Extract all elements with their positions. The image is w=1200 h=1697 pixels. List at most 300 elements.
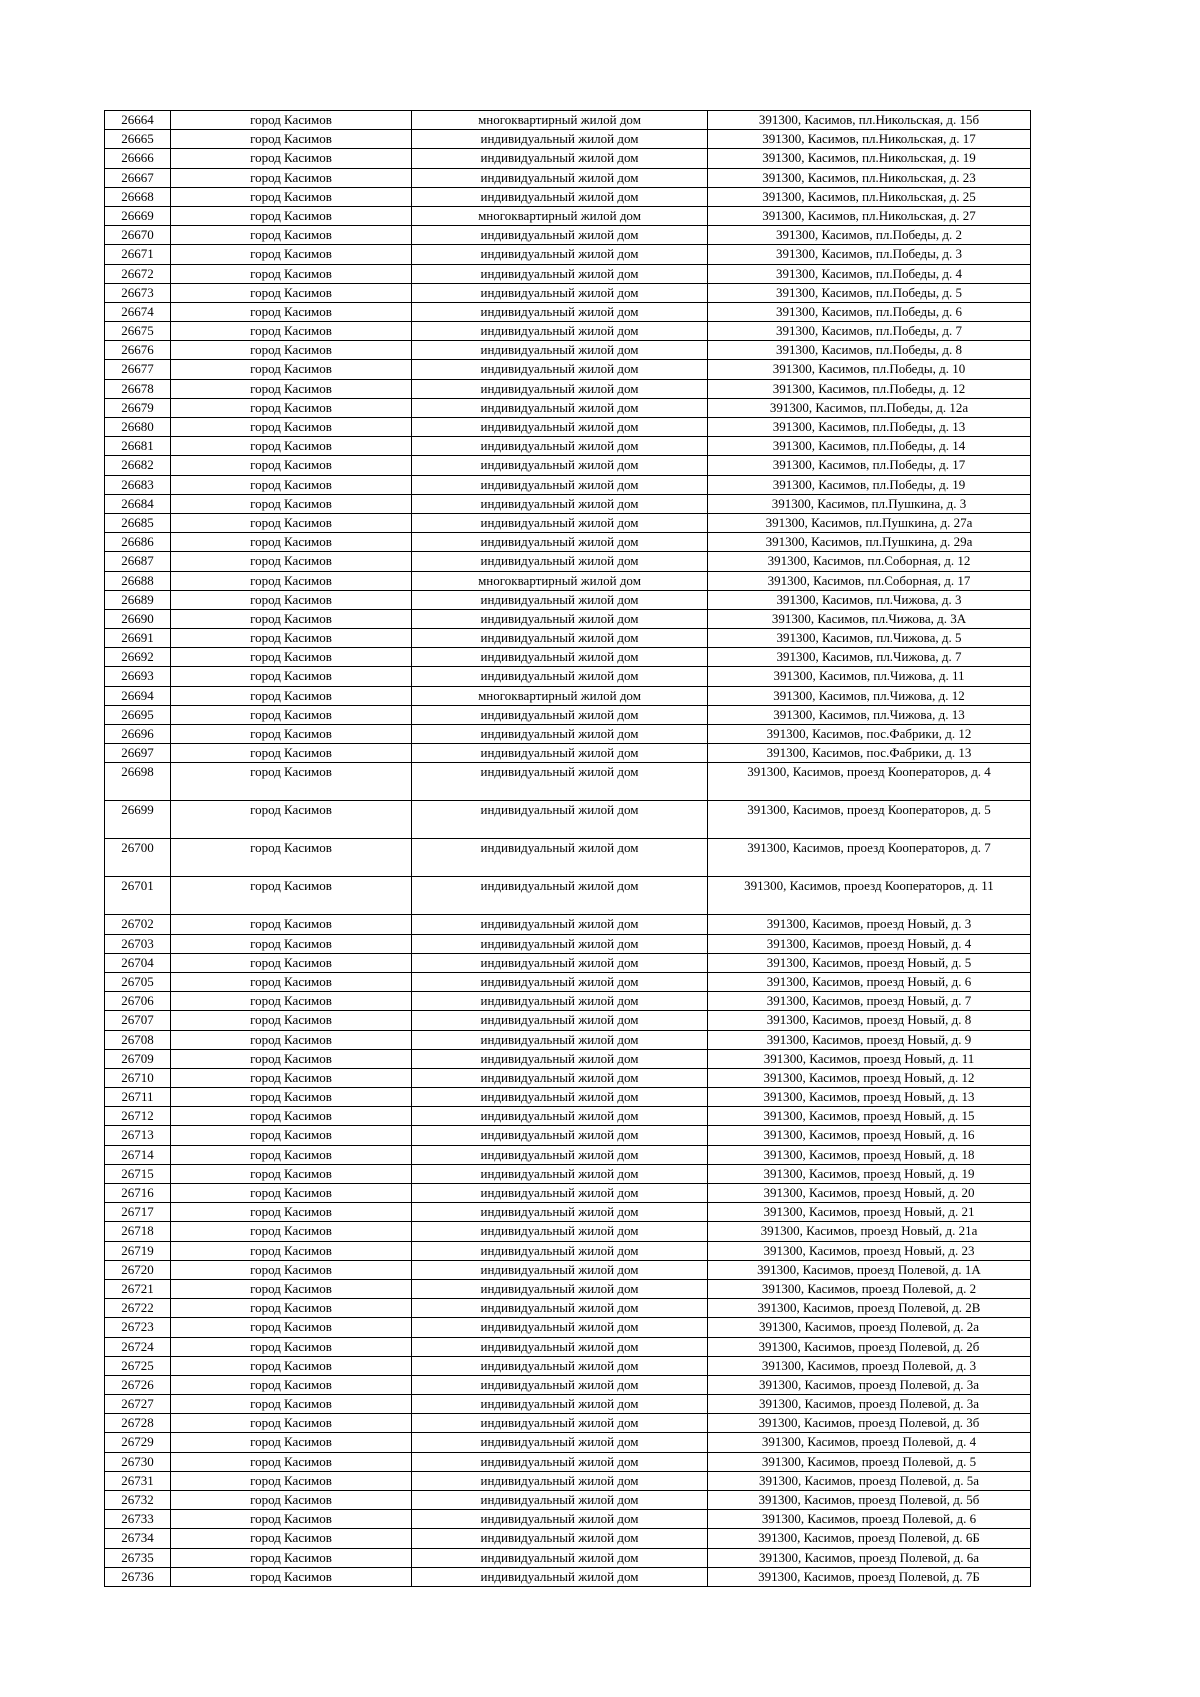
table-row <box>105 725 1031 744</box>
table-row <box>105 437 1031 456</box>
building-type-cell: индивидуальный жилой дом <box>412 1241 708 1260</box>
locality-cell: город Касимов <box>171 1356 412 1375</box>
locality-cell: город Касимов <box>171 475 412 494</box>
address-cell: 391300, Касимов, проезд Полевой, д. 2В <box>708 1299 1031 1318</box>
table-row <box>105 283 1031 302</box>
locality-cell: город Касимов <box>171 379 412 398</box>
address-cell: 391300, Касимов, проезд Новый, д. 9 <box>708 1030 1031 1049</box>
locality-cell: город Касимов <box>171 763 412 801</box>
table-row <box>105 1088 1031 1107</box>
table-row <box>105 1433 1031 1452</box>
address-cell: 391300, Касимов, пл.Пушкина, д. 3 <box>708 494 1031 513</box>
building-type-cell: индивидуальный жилой дом <box>412 1164 708 1183</box>
table-row <box>105 763 1031 801</box>
locality-cell: город Касимов <box>171 839 412 877</box>
record-number-cell: 26708 <box>105 1030 171 1049</box>
address-cell: 391300, Касимов, пл.Никольская, д. 27 <box>708 206 1031 225</box>
building-type-cell: индивидуальный жилой дом <box>412 130 708 149</box>
record-number-cell: 26702 <box>105 915 171 934</box>
table-row <box>105 187 1031 206</box>
address-cell: 391300, Касимов, проезд Новый, д. 11 <box>708 1049 1031 1068</box>
record-number-cell: 26732 <box>105 1491 171 1510</box>
record-number-cell: 26686 <box>105 533 171 552</box>
building-type-cell: индивидуальный жилой дом <box>412 168 708 187</box>
record-number-cell: 26700 <box>105 839 171 877</box>
record-number-cell: 26712 <box>105 1107 171 1126</box>
building-type-cell: индивидуальный жилой дом <box>412 1299 708 1318</box>
address-cell: 391300, Касимов, пл.Победы, д. 4 <box>708 264 1031 283</box>
address-cell: 391300, Касимов, проезд Новый, д. 3 <box>708 915 1031 934</box>
table-row <box>105 264 1031 283</box>
locality-cell: город Касимов <box>171 992 412 1011</box>
locality-cell: город Касимов <box>171 264 412 283</box>
table-row <box>105 1241 1031 1260</box>
record-number-cell: 26707 <box>105 1011 171 1030</box>
address-cell: 391300, Касимов, пл.Чижова, д. 3 <box>708 590 1031 609</box>
address-cell: 391300, Касимов, проезд Новый, д. 13 <box>708 1088 1031 1107</box>
address-cell: 391300, Касимов, проезд Кооператоров, д. 4 <box>708 763 1031 801</box>
locality-cell: город Касимов <box>171 1107 412 1126</box>
building-type-cell: индивидуальный жилой дом <box>412 1126 708 1145</box>
address-cell: 391300, Касимов, проезд Новый, д. 16 <box>708 1126 1031 1145</box>
building-type-cell: индивидуальный жилой дом <box>412 1548 708 1567</box>
locality-cell: город Касимов <box>171 1184 412 1203</box>
building-type-cell: индивидуальный жилой дом <box>412 418 708 437</box>
locality-cell: город Касимов <box>171 1337 412 1356</box>
locality-cell: город Касимов <box>171 972 412 991</box>
registry-body <box>105 111 1031 1587</box>
building-type-cell: индивидуальный жилой дом <box>412 953 708 972</box>
address-cell: 391300, Касимов, пл.Соборная, д. 12 <box>708 552 1031 571</box>
record-number-cell: 26699 <box>105 801 171 839</box>
locality-cell: город Касимов <box>171 245 412 264</box>
address-cell: 391300, Касимов, пл.Победы, д. 14 <box>708 437 1031 456</box>
locality-cell: город Касимов <box>171 206 412 225</box>
building-type-cell: индивидуальный жилой дом <box>412 1184 708 1203</box>
locality-cell: город Касимов <box>171 341 412 360</box>
address-cell: 391300, Касимов, пл.Соборная, д. 17 <box>708 571 1031 590</box>
address-cell: 391300, Касимов, пос.Фабрики, д. 12 <box>708 725 1031 744</box>
locality-cell: город Касимов <box>171 533 412 552</box>
address-cell: 391300, Касимов, пл.Победы, д. 8 <box>708 341 1031 360</box>
table-row <box>105 1375 1031 1394</box>
housing-registry-table <box>104 110 1031 1587</box>
locality-cell: город Касимов <box>171 801 412 839</box>
table-row <box>105 206 1031 225</box>
record-number-cell: 26731 <box>105 1471 171 1490</box>
locality-cell: город Касимов <box>171 130 412 149</box>
building-type-cell: индивидуальный жилой дом <box>412 590 708 609</box>
table-row <box>105 744 1031 763</box>
table-row <box>105 648 1031 667</box>
building-type-cell: индивидуальный жилой дом <box>412 379 708 398</box>
locality-cell: город Касимов <box>171 725 412 744</box>
table-row <box>105 705 1031 724</box>
table-row <box>105 877 1031 915</box>
locality-cell: город Касимов <box>171 168 412 187</box>
building-type-cell: индивидуальный жилой дом <box>412 801 708 839</box>
building-type-cell: индивидуальный жилой дом <box>412 992 708 1011</box>
table-row <box>105 1107 1031 1126</box>
locality-cell: город Касимов <box>171 915 412 934</box>
address-cell: 391300, Касимов, пл.Победы, д. 13 <box>708 418 1031 437</box>
locality-cell: город Касимов <box>171 398 412 417</box>
table-row <box>105 379 1031 398</box>
record-number-cell: 26675 <box>105 322 171 341</box>
record-number-cell: 26698 <box>105 763 171 801</box>
table-row <box>105 1030 1031 1049</box>
address-cell: 391300, Касимов, пл.Чижова, д. 13 <box>708 705 1031 724</box>
record-number-cell: 26703 <box>105 934 171 953</box>
address-cell: 391300, Касимов, проезд Новый, д. 5 <box>708 953 1031 972</box>
locality-cell: город Касимов <box>171 1529 412 1548</box>
building-type-cell: многоквартирный жилой дом <box>412 206 708 225</box>
address-cell: 391300, Касимов, пл.Пушкина, д. 27а <box>708 513 1031 532</box>
locality-cell: город Касимов <box>171 686 412 705</box>
locality-cell: город Касимов <box>171 1548 412 1567</box>
record-number-cell: 26730 <box>105 1452 171 1471</box>
building-type-cell: многоквартирный жилой дом <box>412 686 708 705</box>
address-cell: 391300, Касимов, пл.Победы, д. 19 <box>708 475 1031 494</box>
address-cell: 391300, Касимов, проезд Полевой, д. 2б <box>708 1337 1031 1356</box>
building-type-cell: индивидуальный жилой дом <box>412 705 708 724</box>
address-cell: 391300, Касимов, пл.Чижова, д. 5 <box>708 629 1031 648</box>
table-row <box>105 1049 1031 1068</box>
building-type-cell: индивидуальный жилой дом <box>412 302 708 321</box>
table-row <box>105 111 1031 130</box>
locality-cell: город Касимов <box>171 226 412 245</box>
address-cell: 391300, Касимов, проезд Новый, д. 23 <box>708 1241 1031 1260</box>
building-type-cell: индивидуальный жилой дом <box>412 725 708 744</box>
locality-cell: город Касимов <box>171 456 412 475</box>
table-row <box>105 1203 1031 1222</box>
locality-cell: город Касимов <box>171 629 412 648</box>
table-row <box>105 972 1031 991</box>
record-number-cell: 26670 <box>105 226 171 245</box>
address-cell: 391300, Касимов, проезд Полевой, д. 1А <box>708 1260 1031 1279</box>
address-cell: 391300, Касимов, проезд Новый, д. 18 <box>708 1145 1031 1164</box>
table-row <box>105 418 1031 437</box>
locality-cell: город Касимов <box>171 590 412 609</box>
table-row <box>105 629 1031 648</box>
address-cell: 391300, Касимов, проезд Новый, д. 8 <box>708 1011 1031 1030</box>
building-type-cell: индивидуальный жилой дом <box>412 475 708 494</box>
record-number-cell: 26672 <box>105 264 171 283</box>
record-number-cell: 26728 <box>105 1414 171 1433</box>
record-number-cell: 26664 <box>105 111 171 130</box>
table-row <box>105 1491 1031 1510</box>
address-cell: 391300, Касимов, пл.Победы, д. 17 <box>708 456 1031 475</box>
address-cell: 391300, Касимов, проезд Полевой, д. 6Б <box>708 1529 1031 1548</box>
locality-cell: город Касимов <box>171 1260 412 1279</box>
record-number-cell: 26690 <box>105 609 171 628</box>
address-cell: 391300, Касимов, пл.Победы, д. 7 <box>708 322 1031 341</box>
locality-cell: город Касимов <box>171 1068 412 1087</box>
building-type-cell: индивидуальный жилой дом <box>412 1452 708 1471</box>
address-cell: 391300, Касимов, проезд Полевой, д. 5б <box>708 1491 1031 1510</box>
record-number-cell: 26681 <box>105 437 171 456</box>
locality-cell: город Касимов <box>171 1395 412 1414</box>
record-number-cell: 26736 <box>105 1567 171 1586</box>
record-number-cell: 26709 <box>105 1049 171 1068</box>
building-type-cell: индивидуальный жилой дом <box>412 629 708 648</box>
table-row <box>105 609 1031 628</box>
locality-cell: город Касимов <box>171 934 412 953</box>
record-number-cell: 26669 <box>105 206 171 225</box>
table-row <box>105 934 1031 953</box>
table-row <box>105 801 1031 839</box>
record-number-cell: 26734 <box>105 1529 171 1548</box>
address-cell: 391300, Касимов, проезд Новый, д. 20 <box>708 1184 1031 1203</box>
locality-cell: город Касимов <box>171 877 412 915</box>
locality-cell: город Касимов <box>171 1471 412 1490</box>
building-type-cell: индивидуальный жилой дом <box>412 972 708 991</box>
building-type-cell: индивидуальный жилой дом <box>412 744 708 763</box>
table-row <box>105 533 1031 552</box>
record-number-cell: 26715 <box>105 1164 171 1183</box>
address-cell: 391300, Касимов, проезд Полевой, д. 5 <box>708 1452 1031 1471</box>
locality-cell: город Касимов <box>171 418 412 437</box>
table-row <box>105 513 1031 532</box>
record-number-cell: 26729 <box>105 1433 171 1452</box>
record-number-cell: 26692 <box>105 648 171 667</box>
record-number-cell: 26725 <box>105 1356 171 1375</box>
building-type-cell: индивидуальный жилой дом <box>412 1529 708 1548</box>
table-row <box>105 915 1031 934</box>
record-number-cell: 26682 <box>105 456 171 475</box>
address-cell: 391300, Касимов, пл.Никольская, д. 19 <box>708 149 1031 168</box>
record-number-cell: 26727 <box>105 1395 171 1414</box>
record-number-cell: 26677 <box>105 360 171 379</box>
building-type-cell: индивидуальный жилой дом <box>412 398 708 417</box>
table-row <box>105 1414 1031 1433</box>
locality-cell: город Касимов <box>171 609 412 628</box>
building-type-cell: индивидуальный жилой дом <box>412 533 708 552</box>
locality-cell: город Касимов <box>171 513 412 532</box>
address-cell: 391300, Касимов, проезд Новый, д. 21 <box>708 1203 1031 1222</box>
building-type-cell: индивидуальный жилой дом <box>412 1395 708 1414</box>
table-row <box>105 1011 1031 1030</box>
table-row <box>105 360 1031 379</box>
building-type-cell: индивидуальный жилой дом <box>412 149 708 168</box>
record-number-cell: 26668 <box>105 187 171 206</box>
table-row <box>105 667 1031 686</box>
locality-cell: город Касимов <box>171 667 412 686</box>
address-cell: 391300, Касимов, пл.Победы, д. 5 <box>708 283 1031 302</box>
address-cell: 391300, Касимов, пл.Победы, д. 12а <box>708 398 1031 417</box>
building-type-cell: индивидуальный жилой дом <box>412 1011 708 1030</box>
table-row <box>105 226 1031 245</box>
table-row <box>105 1318 1031 1337</box>
locality-cell: город Касимов <box>171 1433 412 1452</box>
locality-cell: город Касимов <box>171 1088 412 1107</box>
record-number-cell: 26710 <box>105 1068 171 1087</box>
table-row <box>105 686 1031 705</box>
table-row <box>105 1529 1031 1548</box>
table-row <box>105 1126 1031 1145</box>
building-type-cell: индивидуальный жилой дом <box>412 1414 708 1433</box>
building-type-cell: индивидуальный жилой дом <box>412 341 708 360</box>
table-row <box>105 1299 1031 1318</box>
address-cell: 391300, Касимов, проезд Кооператоров, д. 7 <box>708 839 1031 877</box>
table-row <box>105 1452 1031 1471</box>
record-number-cell: 26722 <box>105 1299 171 1318</box>
table-row <box>105 571 1031 590</box>
building-type-cell: индивидуальный жилой дом <box>412 1088 708 1107</box>
locality-cell: город Касимов <box>171 744 412 763</box>
record-number-cell: 26724 <box>105 1337 171 1356</box>
address-cell: 391300, Касимов, пл.Победы, д. 2 <box>708 226 1031 245</box>
record-number-cell: 26714 <box>105 1145 171 1164</box>
table-row <box>105 456 1031 475</box>
record-number-cell: 26711 <box>105 1088 171 1107</box>
locality-cell: город Касимов <box>171 1414 412 1433</box>
building-type-cell: индивидуальный жилой дом <box>412 609 708 628</box>
record-number-cell: 26720 <box>105 1260 171 1279</box>
record-number-cell: 26674 <box>105 302 171 321</box>
record-number-cell: 26689 <box>105 590 171 609</box>
locality-cell: город Касимов <box>171 1299 412 1318</box>
record-number-cell: 26666 <box>105 149 171 168</box>
table-row <box>105 322 1031 341</box>
locality-cell: город Касимов <box>171 1241 412 1260</box>
locality-cell: город Касимов <box>171 437 412 456</box>
record-number-cell: 26680 <box>105 418 171 437</box>
building-type-cell: индивидуальный жилой дом <box>412 1260 708 1279</box>
address-cell: 391300, Касимов, проезд Новый, д. 6 <box>708 972 1031 991</box>
building-type-cell: индивидуальный жилой дом <box>412 226 708 245</box>
building-type-cell: индивидуальный жилой дом <box>412 1375 708 1394</box>
address-cell: 391300, Касимов, проезд Полевой, д. 6а <box>708 1548 1031 1567</box>
record-number-cell: 26733 <box>105 1510 171 1529</box>
building-type-cell: индивидуальный жилой дом <box>412 934 708 953</box>
table-row <box>105 1184 1031 1203</box>
record-number-cell: 26683 <box>105 475 171 494</box>
record-number-cell: 26665 <box>105 130 171 149</box>
address-cell: 391300, Касимов, проезд Новый, д. 4 <box>708 934 1031 953</box>
table-row <box>105 302 1031 321</box>
table-row <box>105 953 1031 972</box>
building-type-cell: многоквартирный жилой дом <box>412 571 708 590</box>
building-type-cell: индивидуальный жилой дом <box>412 360 708 379</box>
address-cell: 391300, Касимов, пос.Фабрики, д. 13 <box>708 744 1031 763</box>
building-type-cell: многоквартирный жилой дом <box>412 111 708 130</box>
address-cell: 391300, Касимов, проезд Полевой, д. 2а <box>708 1318 1031 1337</box>
building-type-cell: индивидуальный жилой дом <box>412 915 708 934</box>
table-row <box>105 839 1031 877</box>
record-number-cell: 26719 <box>105 1241 171 1260</box>
record-number-cell: 26679 <box>105 398 171 417</box>
locality-cell: город Касимов <box>171 1164 412 1183</box>
table-row <box>105 1548 1031 1567</box>
record-number-cell: 26696 <box>105 725 171 744</box>
locality-cell: город Касимов <box>171 648 412 667</box>
building-type-cell: индивидуальный жилой дом <box>412 1491 708 1510</box>
building-type-cell: индивидуальный жилой дом <box>412 1030 708 1049</box>
address-cell: 391300, Касимов, пл.Победы, д. 3 <box>708 245 1031 264</box>
locality-cell: город Касимов <box>171 1203 412 1222</box>
address-cell: 391300, Касимов, проезд Новый, д. 7 <box>708 992 1031 1011</box>
building-type-cell: индивидуальный жилой дом <box>412 1356 708 1375</box>
record-number-cell: 26713 <box>105 1126 171 1145</box>
address-cell: 391300, Касимов, пл.Никольская, д. 17 <box>708 130 1031 149</box>
address-cell: 391300, Касимов, пл.Победы, д. 6 <box>708 302 1031 321</box>
table-row <box>105 1356 1031 1375</box>
table-row <box>105 149 1031 168</box>
table-row <box>105 168 1031 187</box>
table-row <box>105 590 1031 609</box>
record-number-cell: 26685 <box>105 513 171 532</box>
locality-cell: город Касимов <box>171 1222 412 1241</box>
locality-cell: город Касимов <box>171 1049 412 1068</box>
address-cell: 391300, Касимов, пл.Чижова, д. 3А <box>708 609 1031 628</box>
building-type-cell: индивидуальный жилой дом <box>412 1567 708 1586</box>
building-type-cell: индивидуальный жилой дом <box>412 1318 708 1337</box>
locality-cell: город Касимов <box>171 149 412 168</box>
building-type-cell: индивидуальный жилой дом <box>412 839 708 877</box>
locality-cell: город Касимов <box>171 322 412 341</box>
locality-cell: город Касимов <box>171 360 412 379</box>
locality-cell: город Касимов <box>171 1145 412 1164</box>
address-cell: 391300, Касимов, проезд Новый, д. 21а <box>708 1222 1031 1241</box>
locality-cell: город Касимов <box>171 1491 412 1510</box>
address-cell: 391300, Касимов, проезд Полевой, д. 5а <box>708 1471 1031 1490</box>
building-type-cell: индивидуальный жилой дом <box>412 1068 708 1087</box>
table-row <box>105 1164 1031 1183</box>
table-row <box>105 1471 1031 1490</box>
building-type-cell: индивидуальный жилой дом <box>412 1222 708 1241</box>
record-number-cell: 26695 <box>105 705 171 724</box>
building-type-cell: индивидуальный жилой дом <box>412 264 708 283</box>
table-row <box>105 992 1031 1011</box>
address-cell: 391300, Касимов, пл.Чижова, д. 7 <box>708 648 1031 667</box>
table-row <box>105 341 1031 360</box>
locality-cell: город Касимов <box>171 1030 412 1049</box>
building-type-cell: индивидуальный жилой дом <box>412 1203 708 1222</box>
record-number-cell: 26718 <box>105 1222 171 1241</box>
building-type-cell: индивидуальный жилой дом <box>412 1279 708 1298</box>
record-number-cell: 26684 <box>105 494 171 513</box>
building-type-cell: индивидуальный жилой дом <box>412 245 708 264</box>
building-type-cell: индивидуальный жилой дом <box>412 763 708 801</box>
address-cell: 391300, Касимов, проезд Полевой, д. 3 <box>708 1356 1031 1375</box>
record-number-cell: 26667 <box>105 168 171 187</box>
table-row <box>105 1337 1031 1356</box>
building-type-cell: индивидуальный жилой дом <box>412 877 708 915</box>
building-type-cell: индивидуальный жилой дом <box>412 552 708 571</box>
table-row <box>105 494 1031 513</box>
record-number-cell: 26694 <box>105 686 171 705</box>
table-row <box>105 1567 1031 1586</box>
building-type-cell: индивидуальный жилой дом <box>412 1107 708 1126</box>
building-type-cell: индивидуальный жилой дом <box>412 1145 708 1164</box>
locality-cell: город Касимов <box>171 1375 412 1394</box>
record-number-cell: 26687 <box>105 552 171 571</box>
record-number-cell: 26704 <box>105 953 171 972</box>
building-type-cell: индивидуальный жилой дом <box>412 437 708 456</box>
address-cell: 391300, Касимов, проезд Полевой, д. 2 <box>708 1279 1031 1298</box>
building-type-cell: индивидуальный жилой дом <box>412 648 708 667</box>
record-number-cell: 26701 <box>105 877 171 915</box>
building-type-cell: индивидуальный жилой дом <box>412 1049 708 1068</box>
record-number-cell: 26723 <box>105 1318 171 1337</box>
table-row <box>105 475 1031 494</box>
record-number-cell: 26716 <box>105 1184 171 1203</box>
building-type-cell: индивидуальный жилой дом <box>412 494 708 513</box>
locality-cell: город Касимов <box>171 302 412 321</box>
address-cell: 391300, Касимов, проезд Полевой, д. 3б <box>708 1414 1031 1433</box>
address-cell: 391300, Касимов, проезд Полевой, д. 3а <box>708 1375 1031 1394</box>
